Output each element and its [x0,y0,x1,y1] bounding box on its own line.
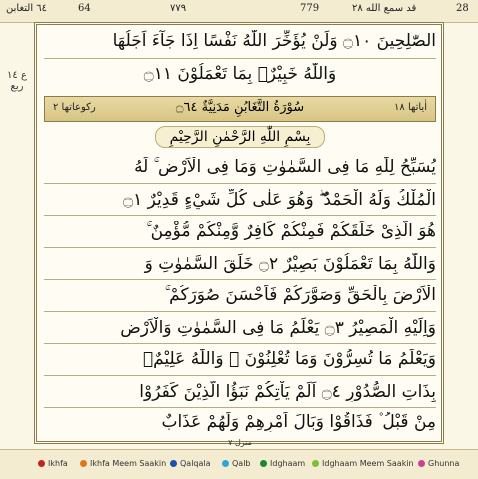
verse-line-7: الْاَرْضَ بِالْحَقِّ وَصَوَّرَكُمْ فَاَحْسَنَ صُوَرَكُمْ ۚ [164,285,436,305]
ruku-marker: ع ١٤ ربع [7,70,27,92]
verse-line-3: يُسَبِّحُ لِلّٰهِ مَا فِى السَّمٰوٰتِ وَمَا فِى الْاَرْضِ ۚ لَهُ [134,157,436,177]
line-rule [44,311,436,312]
surah-ruku-count: ركوعاتها ٢ [53,102,96,113]
bismillah-text: بِسْمِ اللّٰهِ الرَّحْمٰنِ الرَّحِيْمِ [155,126,326,148]
surah-banner [44,96,436,122]
header-juz-latin-right: 28 [456,3,469,14]
verse-line-9: وَيَعْلَمُ مَا تُسِرُّوْنَ وَمَا تُعْلِنُوْنَ ۚ وَاللّٰهُ عَلِيْمٌۢ [142,349,436,369]
legend-item-idghaam: Idghaam [260,459,305,468]
line-rule [44,183,436,184]
legend-dot-icon [312,460,319,467]
header-juz-arabic-right: قد سمع الله ٢٨ [352,3,417,14]
line-rule [44,343,436,344]
manzil-marker: منزل ٧ [228,438,252,447]
header-juz-left: ٦٤ التغابن [6,3,48,14]
legend-item-ikhfa-meem-saakin: Ikhfa Meem Saakin [80,459,166,468]
legend-item-idghaam-meem-saakin: Idghaam Meem Saakin [312,459,414,468]
line-rule [44,58,436,59]
surah-title: سُوْرَةُ التَّغَابُنِ مَدَنِيَّةٌ ۝٦٤ [175,100,305,115]
verse-line-2: وَاللّٰهُ خَبِيْرٌۢ بِمَا تَعْمَلُوْنَ ۝١١ [143,64,337,84]
header-page-arabic-left: ٧٧٩ [170,3,187,14]
page-header [0,0,478,23]
verse-line-1: الصّٰلِحِينَ ۝١٠ وَلَنْ يُؤَخِّرَ اللّٰهُ نَفْسًا اِذَا جَآءَ اَجَلُهَا [112,31,436,51]
legend-dot-icon [222,460,229,467]
legend-dot-icon [418,460,425,467]
legend-item-ghunna: Ghunna [418,459,459,468]
line-rule [44,247,436,248]
verse-line-8: وَاِلَيْهِ الْمَصِيْرُ ۝٣ يَعْلَمُ مَا فِى السَّمٰوٰتِ وَالْاَرْضِ [120,318,436,338]
line-rule [44,407,436,408]
header-page-latin-left: 64 [78,3,91,14]
verse-line-5: هُوَ الَّذِىْ خَلَقَكُمْ فَمِنْكُمْ كَافِرٌ وَّمِنْكُمْ مُّؤْمِنٌ ۚ [146,221,436,241]
legend-dot-icon [80,460,87,467]
line-rule [44,279,436,280]
legend-item-ikhfa: Ikhfa [38,459,68,468]
legend-dot-icon [38,460,45,467]
verse-line-11: مِنْ قَبْلُ ۫ فَذَاقُوْا وَبَالَ اَمْرِهِمْ وَلَهُمْ عَذَابٌ [161,412,436,432]
legend-item-qalb: Qalb [222,459,251,468]
tajweed-legend [0,449,478,479]
legend-dot-icon [170,460,177,467]
bismillah [44,126,436,150]
verse-line-4: الْمُلْكُ وَلَهُ الْحَمْدُ ۖ وَهُوَ عَلٰى كُلِّ شَيْءٍ قَدِيْرٌ ۝١ [123,190,436,210]
legend-item-qalqala: Qalqala [170,459,211,468]
verse-line-10: بِذَاتِ الصُّدُوْرِ ۝٤ اَلَمْ يَاْتِكُمْ نَبَؤُا الَّذِيْنَ كَفَرُوْا [139,382,436,402]
surah-ayat-count: اٰياتها ١٨ [394,102,427,113]
line-rule [44,375,436,376]
legend-dot-icon [260,460,267,467]
line-rule [44,215,436,216]
verse-line-6: وَاللّٰهُ بِمَا تَعْمَلُوْنَ بَصِيْرٌ ۝٢ خَلَقَ السَّمٰوٰتِ وَ [144,254,436,274]
header-page-latin-right: 779 [300,3,320,14]
